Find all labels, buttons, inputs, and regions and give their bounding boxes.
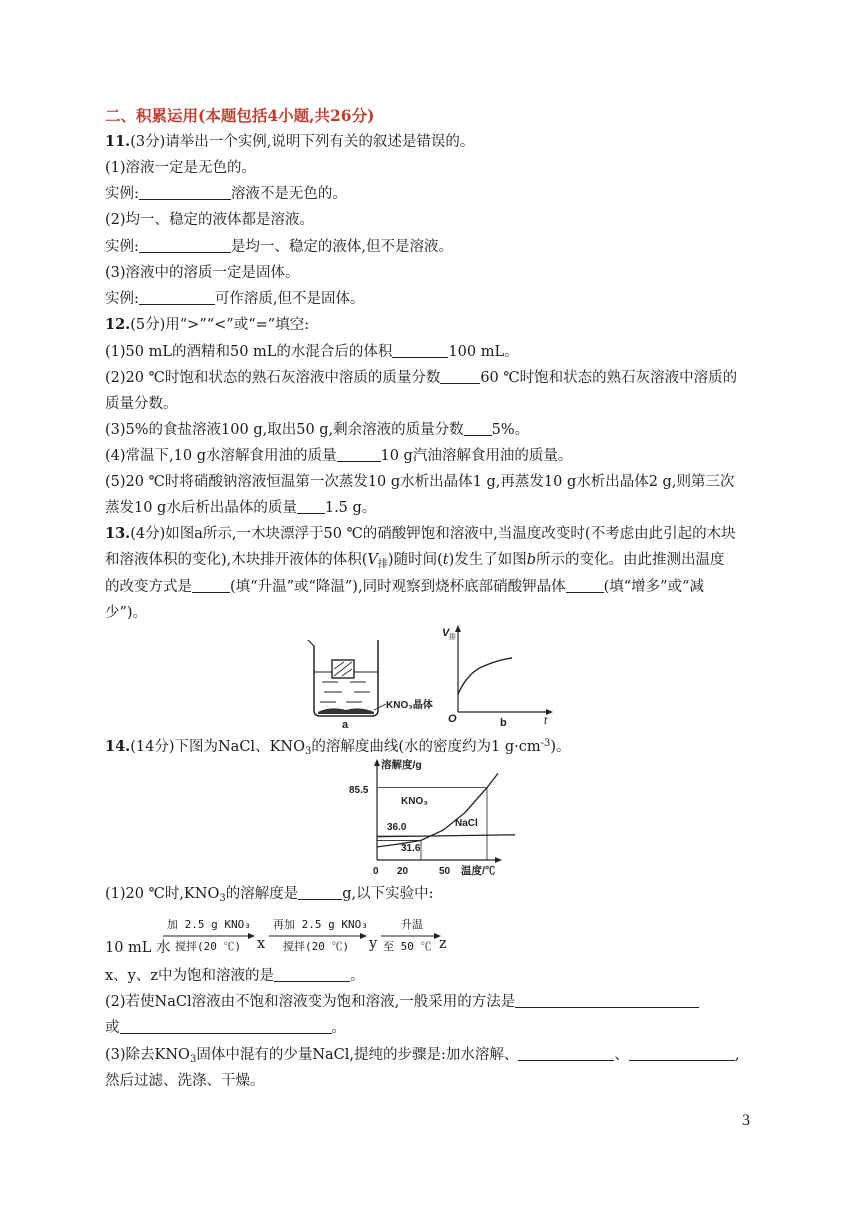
answer-blank[interactable] [298, 885, 342, 900]
q12-part3: (3)5%的食盐溶液100 g,取出50 g,剩余溶液的质量分数 5%。 [105, 422, 530, 438]
q11-stem: 11.(3分)请举出一个实例,说明下列有关的叙述是错误的。 [105, 133, 475, 150]
x-axis-label: 温度/℃ [461, 865, 496, 877]
svg-text:b: b [500, 717, 507, 729]
series-label-nacl: NaCl [455, 818, 478, 829]
answer-blank[interactable] [518, 1046, 614, 1061]
q12-part4: (4)常温下,10 g水溶解食用油的质量 10 g汽油溶解食用油的质量。 [105, 448, 573, 464]
svg-text:t: t [544, 715, 548, 727]
series-label-kno3: KNO₃ [401, 796, 428, 807]
x-tick-0: 0 [373, 866, 379, 877]
svg-text:V: V [442, 627, 450, 639]
q14-part1-question: x、y、z中为饱和溶液的是 。 [105, 968, 365, 984]
q11-part1: (1)溶液一定是无色的。 [105, 160, 257, 176]
q12-part2: (2)20 ℃时饱和状态的熟石灰溶液中溶质的质量分数 60 ℃时饱和状态的熟石灰溶液中溶质的 [105, 370, 738, 386]
y-tick-36.0: 36.0 [387, 822, 407, 833]
svg-text:排: 排 [449, 634, 456, 641]
answer-blank[interactable] [629, 1046, 735, 1061]
y-tick-85.5: 85.5 [349, 785, 369, 796]
q11-example1: 实例: 溶液不是无色的。 [105, 186, 347, 202]
q13-line1: 13.(4分)如图a所示,一木块漂浮于50 ℃的硝酸钾饱和溶液中,当温度改变时(不考虑由此引起的木块 [105, 525, 736, 542]
q13-line2: 和溶液体积的变化),木块排开液体的体积$(V_排)$随时间(t)发生了如图b所示的变化。由此推测出温度 [105, 552, 725, 570]
volume-curve [458, 658, 512, 694]
q11-part2: (2)均一、稳定的液体都是溶液。 [105, 212, 315, 228]
answer-blank[interactable] [139, 185, 231, 200]
svg-text:O: O [448, 713, 457, 725]
answer-blank[interactable] [337, 447, 381, 462]
q11-part3: (3)溶液中的溶质一定是固体。 [105, 265, 300, 281]
solubility-chart [345, 756, 515, 878]
q14-number: 14. [105, 738, 131, 755]
q11-example3: 实例: 可作溶质,但不是固体。 [105, 291, 365, 307]
q14-stem: 14.(14分)下图为NaCl、$KNO_3$的溶解度曲线(水的密度约为1 $g\cdot cm^{-3}$)。 [105, 738, 571, 757]
experiment-flow: 10 mL 水 加 2.5 g KNO₃ 搅拌(20 ℃) x 再加 2.5 g KNO₃ 搅拌(20 ℃) y 升温 至 50 ℃ z [105, 918, 447, 956]
answer-blank[interactable] [274, 967, 350, 982]
y-tick-31.6: 31.6 [401, 843, 421, 854]
q14-part3-line2: 然后过滤、洗涤、干燥。 [105, 1073, 265, 1089]
q13-line4: 少”)。 [105, 605, 148, 621]
nacl-curve [377, 835, 515, 837]
answer-blank[interactable] [464, 421, 492, 436]
answer-blank[interactable] [440, 369, 480, 384]
x-tick-50: 50 [439, 866, 451, 877]
answer-blank[interactable] [297, 499, 325, 514]
q13-line3: 的改变方式是 (填“升温”或“降温”),同时观察到烧杯底部硝酸钾晶体 (填“增多”或“减 [105, 579, 704, 595]
caption-a: a [342, 719, 349, 731]
vt-graph [438, 622, 558, 730]
answer-blank[interactable] [515, 993, 699, 1008]
q14-part2: (2)若使NaCl溶液由不饱和溶液变为饱和溶液,一般采用的方法是 [105, 992, 765, 1012]
x-tick-20: 20 [397, 866, 409, 877]
page-number: 3 [742, 1112, 750, 1129]
answer-blank[interactable] [392, 343, 448, 358]
q12-part2-cont: 质量分数。 [105, 396, 178, 412]
q11-example2: 实例: 是均一、稳定的液体,但不是溶液。 [105, 239, 453, 255]
answer-blank[interactable] [120, 1019, 332, 1034]
flow-start: 10 mL 水 [105, 940, 171, 956]
y-axis-label: 溶解度/g [381, 759, 422, 771]
q11-number: 11. [105, 133, 131, 150]
q13-number: 13. [105, 525, 131, 542]
section-title: 二、积累运用(本题包括4小题,共26分) [105, 106, 375, 125]
q14-part3: (3)除去$KNO_3$固体中混有的少量NaCl,提纯的步骤是:加水溶解、 、 , [105, 1047, 740, 1065]
q12-part5-line1: (5)20 ℃时将硝酸钠溶液恒温第一次蒸发10 g水析出晶体1 g,再蒸发10 g水析出晶体2 g,则第三次 [105, 474, 735, 490]
q14-part1: (1)20 ℃时$,KNO_3$的溶解度是 g,以下实验中: [105, 886, 434, 904]
q12-stem: 12.(5分)用“>”“<”或“=”填空: [105, 316, 310, 333]
q12-part5-line2: 蒸发10 g水后析出晶体的质量 1.5 g。 [105, 500, 377, 516]
crystal-label: KNO₃晶体 [386, 700, 433, 711]
answer-blank[interactable] [566, 578, 604, 593]
answer-blank[interactable] [139, 238, 231, 253]
kno3-crystal [318, 708, 374, 714]
answer-blank[interactable] [192, 578, 230, 593]
answer-blank[interactable] [139, 290, 215, 305]
q12-number: 12. [105, 316, 131, 333]
q12-part1: (1)50 mL的酒精和50 mL的水混合后的体积 100 mL。 [105, 344, 519, 360]
q14-part2-or: 或 。 [105, 1020, 346, 1036]
beaker-figure [300, 632, 450, 732]
